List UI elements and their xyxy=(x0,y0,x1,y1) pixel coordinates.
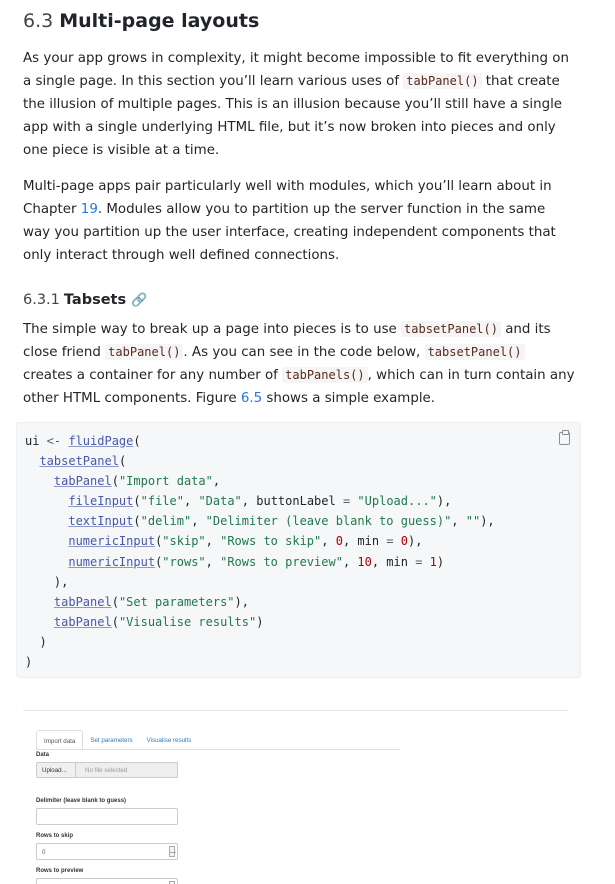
section-title-text: Multi-page layouts xyxy=(59,10,260,32)
tab-import-data[interactable]: Import data xyxy=(36,730,83,750)
code-token: 10 xyxy=(357,554,372,569)
code-token: = xyxy=(335,494,358,509)
link-icon[interactable]: 🔗 xyxy=(131,293,148,308)
code-token: buttonLabel xyxy=(256,494,336,509)
code-token: = xyxy=(407,554,430,569)
tab-underline xyxy=(36,749,400,750)
spinner-icon[interactable] xyxy=(169,846,175,857)
text: As your app grows in complexity, it might become impossible to fit everything on a single page. In this section you’ll learn various uses of xyxy=(23,51,569,90)
code-token[interactable]: tabPanel xyxy=(53,474,112,489)
rows-to-skip-value: 0 xyxy=(42,849,46,856)
text: Multi-page apps pair particularly well with modules, which you’ll learn about in Chapter xyxy=(23,179,552,218)
code-token: "Import data" xyxy=(118,474,213,489)
file-name-field: No file selected xyxy=(76,762,178,778)
tab-visualise-results[interactable]: Visualise results xyxy=(146,737,192,744)
code-listing: ui <- fluidPage( tabsetPanel( tabPanel("Import data", fileInput("file", "Data", buttonLabel = "Upload..."), textInput("delim", "Delimiter (leave blank to guess)", ""), numericInput("skip", "Rows to skip", 0, min = 0), numericInput("rows", "Rows to preview", 10, min = 1) ), tabPanel("Set parameters"), tabPanel("Visualise results") ) ) xyxy=(25,434,495,670)
code-token: 0 xyxy=(335,534,343,549)
code-token: "delim" xyxy=(140,514,192,529)
code-token: 0 xyxy=(400,534,409,549)
code-token[interactable]: fileInput xyxy=(68,494,134,509)
demo-tabs xyxy=(36,730,198,750)
code-token: "Data" xyxy=(198,494,242,509)
demo-app-screenshot xyxy=(30,728,410,884)
delimiter-input[interactable] xyxy=(36,808,178,825)
intro-paragraph-2 xyxy=(23,175,576,267)
text: The simple way to break up a page into pieces is to use xyxy=(23,322,402,337)
intro-paragraph-1 xyxy=(23,47,576,162)
code-token[interactable]: numericInput xyxy=(68,554,156,569)
text: . Modules allow you to partition up the server function in the same way you partition up the user interface, creating independent components that only interact through well defined connections. xyxy=(23,202,556,264)
section-title xyxy=(23,10,259,32)
file-input[interactable] xyxy=(36,762,178,778)
data-label: Data xyxy=(36,752,50,758)
inline-code: tabPanels() xyxy=(282,367,367,383)
upload-button[interactable]: Upload... xyxy=(36,762,76,778)
delimiter-label: Delimiter (leave blank to guess) xyxy=(36,798,127,804)
tab-set-parameters[interactable]: Set parameters xyxy=(90,737,133,744)
inline-code: tabPanel() xyxy=(403,73,481,89)
text: that create the illusion of multiple pages. This is an illusion because you’ll still have a single app with a single underlying HTML file, but it’s now broken into pieces and only one piece is visible at a time. xyxy=(23,74,563,159)
code-token: "Upload..." xyxy=(357,494,437,509)
code-token[interactable]: tabPanel xyxy=(53,594,112,609)
subsection-title-text: Tabsets xyxy=(63,292,127,308)
chapter-link[interactable]: 19 xyxy=(80,202,98,218)
code-token: ui xyxy=(25,434,40,448)
text: shows a simple example. xyxy=(262,391,436,407)
code-block xyxy=(16,422,581,678)
text: and its close friend xyxy=(23,322,551,361)
inline-code: tabPanel() xyxy=(105,344,183,360)
code-token: = xyxy=(379,534,401,549)
text: , which can in turn contain any other HTML components. Figure xyxy=(23,368,575,407)
code-token: "Visualise results" xyxy=(118,614,257,629)
code-token[interactable]: fluidPage xyxy=(68,434,134,448)
inline-code: tabsetPanel() xyxy=(425,344,525,360)
tabsets-paragraph xyxy=(23,318,576,410)
subsection-title xyxy=(23,292,147,308)
code-token: "skip" xyxy=(162,534,206,549)
code-token[interactable]: tabsetPanel xyxy=(39,454,119,469)
rows-to-skip-label: Rows to skip xyxy=(36,833,74,839)
code-token[interactable]: textInput xyxy=(68,514,134,529)
text: . As you can see in the code below, xyxy=(183,345,425,361)
code-token: 1 xyxy=(429,554,437,569)
figure-link[interactable]: 6.5 xyxy=(240,391,263,407)
code-token[interactable]: numericInput xyxy=(68,534,156,549)
code-token: min xyxy=(357,534,380,549)
code-token: "Rows to preview" xyxy=(220,554,343,569)
code-token: "Set parameters" xyxy=(118,594,235,609)
code-token: "Rows to skip" xyxy=(220,534,322,549)
code-token: "rows" xyxy=(162,554,206,569)
code-token: <- xyxy=(39,434,69,448)
text: creates a container for any number of xyxy=(23,368,283,384)
code-token: "Delimiter (leave blank to guess)" xyxy=(205,514,452,529)
section-number: 6.3 xyxy=(23,10,54,32)
code-token: min xyxy=(386,554,408,569)
clipboard-icon[interactable] xyxy=(559,432,570,445)
code-token: "" xyxy=(465,514,481,529)
rows-to-preview-label: Rows to preview xyxy=(36,868,84,874)
subsection-number: 6.3.1 xyxy=(23,292,60,308)
rows-to-preview-input[interactable] xyxy=(36,878,178,884)
rows-to-skip-input[interactable] xyxy=(36,843,178,860)
inline-code: tabsetPanel() xyxy=(401,321,501,337)
code-token[interactable]: tabPanel xyxy=(53,614,112,629)
code-token: "file" xyxy=(140,494,184,509)
divider xyxy=(23,710,568,711)
